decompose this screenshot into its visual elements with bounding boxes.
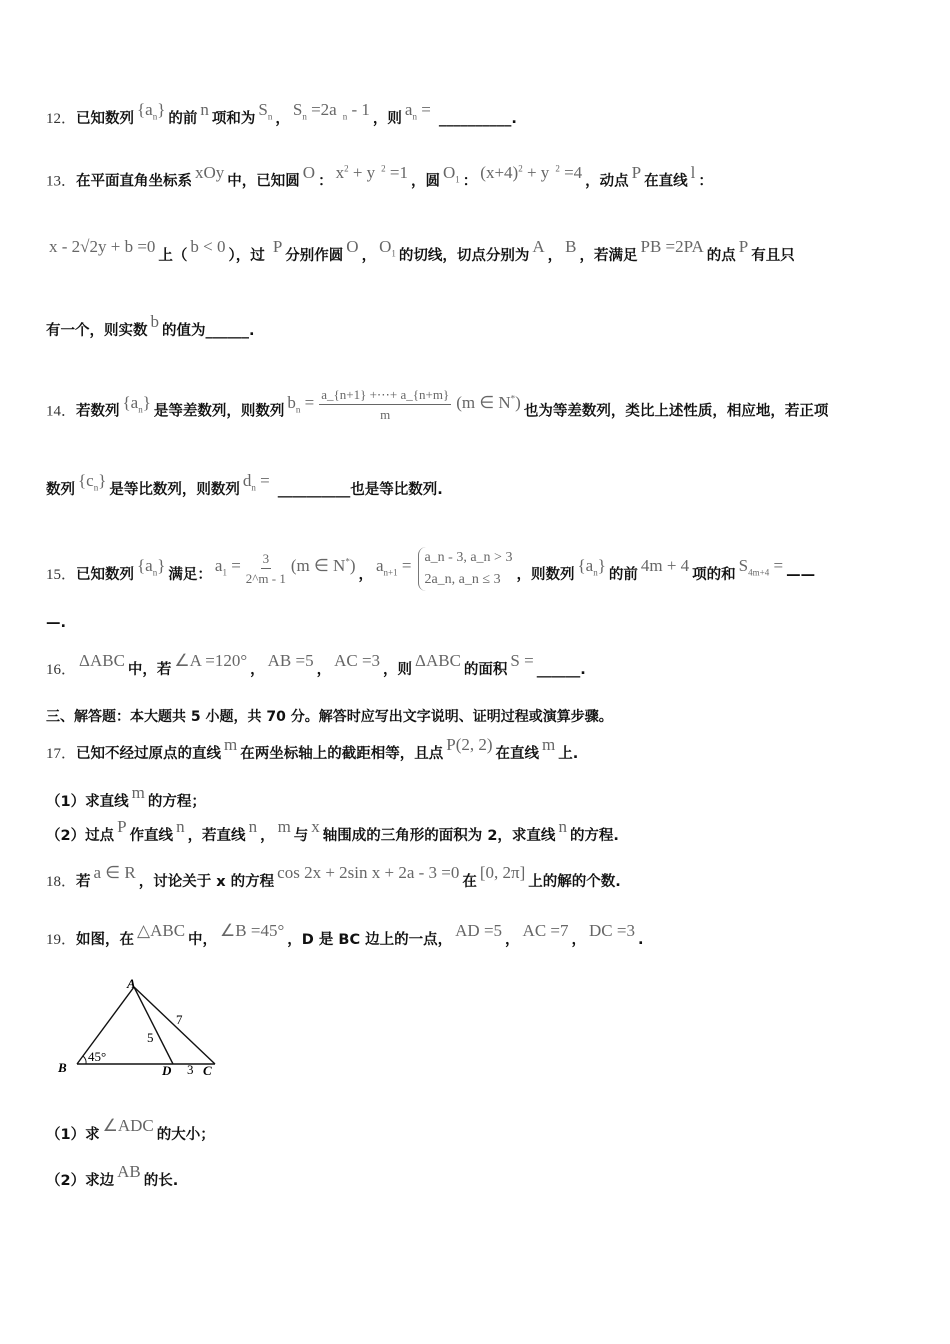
math-text: A bbox=[532, 237, 545, 256]
text: 有一个，则实数 bbox=[46, 323, 148, 339]
math-expression bbox=[510, 651, 533, 670]
math-text: } bbox=[157, 556, 166, 575]
math-text: (x+4) bbox=[480, 162, 519, 182]
text: ， bbox=[571, 932, 586, 948]
math-text: n bbox=[176, 817, 185, 836]
math-text: [0, 2π] bbox=[479, 863, 526, 882]
text: ， bbox=[547, 248, 563, 264]
math-subscript: n bbox=[342, 111, 348, 122]
math-text: b bbox=[150, 312, 159, 331]
question-18 bbox=[46, 863, 621, 892]
math-expression bbox=[577, 556, 606, 578]
math-expression bbox=[641, 556, 689, 575]
text: ，则 bbox=[372, 111, 402, 127]
text: （2）过点 bbox=[46, 828, 115, 844]
text: （1）求 bbox=[46, 1127, 100, 1143]
math-text: } bbox=[142, 392, 151, 412]
question-number: 15． bbox=[46, 567, 77, 583]
text: 的前 bbox=[608, 567, 638, 583]
math-subscript: 4m+4 bbox=[748, 567, 770, 578]
math-expression bbox=[640, 237, 703, 256]
math-expression bbox=[117, 817, 126, 836]
math-expression bbox=[79, 651, 125, 670]
math-text: {a bbox=[577, 556, 594, 575]
text: 在直线 bbox=[644, 173, 688, 190]
label-angle-b: 45° bbox=[88, 1049, 107, 1064]
math-expression bbox=[739, 237, 748, 256]
math-text: {a bbox=[122, 392, 139, 412]
math-text: n bbox=[248, 817, 258, 836]
question-15-cont bbox=[46, 613, 66, 633]
math-text: =1 bbox=[385, 162, 409, 182]
text: __________也是等比数列. bbox=[272, 482, 443, 498]
math-text: - 1 bbox=[347, 100, 370, 119]
math-expression bbox=[404, 100, 431, 122]
math-subscript: n bbox=[302, 111, 307, 122]
math-text: PB =2PA bbox=[640, 237, 704, 256]
text: . bbox=[637, 932, 644, 948]
question-number: 12． bbox=[46, 111, 77, 127]
math-subscript: n bbox=[593, 567, 598, 578]
math-text: S bbox=[292, 100, 303, 119]
text: ），过 bbox=[228, 248, 270, 264]
math-expression bbox=[123, 393, 151, 412]
text: 有且只 bbox=[751, 248, 795, 264]
question-19-part-1 bbox=[46, 1116, 215, 1145]
math-text: =4 bbox=[559, 162, 583, 182]
math-expression bbox=[224, 735, 237, 754]
math-expression bbox=[200, 100, 209, 119]
math-text: O bbox=[302, 162, 316, 182]
text: —— bbox=[786, 567, 816, 583]
text: 的前 bbox=[168, 111, 198, 127]
math-subscript: 1 bbox=[455, 174, 460, 185]
math-text: {a bbox=[137, 100, 153, 119]
text: 的方程； bbox=[147, 794, 206, 810]
math-text: AB =5 bbox=[267, 651, 314, 670]
text: ， bbox=[260, 828, 275, 844]
math-expression bbox=[480, 163, 549, 182]
text: ： bbox=[698, 173, 713, 190]
question-number: 19． bbox=[46, 932, 77, 948]
text: 若 bbox=[76, 874, 91, 890]
math-expression bbox=[49, 237, 155, 256]
math-superscript: 2 bbox=[344, 163, 349, 173]
text: 中， bbox=[188, 932, 218, 948]
math-expression bbox=[632, 163, 641, 182]
text: 中，若 bbox=[127, 662, 172, 678]
math-expression bbox=[291, 556, 356, 575]
math-text: = bbox=[255, 471, 270, 490]
triangle-figure bbox=[50, 976, 230, 1086]
math-expression bbox=[258, 100, 273, 122]
math-text: O bbox=[443, 162, 456, 182]
math-expression bbox=[273, 237, 282, 256]
math-text: } bbox=[597, 556, 606, 575]
math-expression bbox=[311, 817, 320, 836]
math-text: ∠ADC bbox=[102, 1116, 154, 1135]
math-subscript: 1 bbox=[391, 248, 396, 259]
text: 在直线 bbox=[495, 746, 540, 762]
math-superscript: 2 bbox=[555, 163, 560, 173]
question-17-part-2 bbox=[46, 817, 619, 846]
label-c: C bbox=[203, 1063, 212, 1078]
section-3-heading bbox=[46, 707, 613, 727]
math-superscript: 2 bbox=[381, 163, 386, 173]
math-text: b < 0 bbox=[190, 237, 226, 256]
text: 如图，在 bbox=[76, 932, 135, 948]
text: 在两坐标轴上的截距相等，且点 bbox=[240, 746, 444, 762]
math-text: m bbox=[542, 735, 556, 754]
math-expression bbox=[137, 556, 166, 578]
math-expression bbox=[137, 100, 166, 122]
text: 已知数列 bbox=[76, 111, 135, 127]
math-subscript: n bbox=[412, 111, 417, 122]
question-number: 13． bbox=[46, 173, 77, 190]
text: ，若直线 bbox=[187, 828, 246, 844]
math-expression bbox=[738, 556, 784, 578]
question-13 bbox=[46, 162, 713, 197]
math-expression bbox=[195, 163, 224, 182]
math-superscript: 2 bbox=[518, 163, 523, 173]
math-text: a ∈ R bbox=[93, 863, 136, 882]
math-expression bbox=[214, 556, 241, 578]
math-expression bbox=[174, 651, 247, 670]
text: ______. bbox=[536, 662, 586, 678]
denominator: m bbox=[380, 407, 391, 422]
math-expression bbox=[523, 921, 569, 940]
math-expression bbox=[443, 162, 460, 185]
text: 的方程. bbox=[569, 828, 619, 844]
math-subscript: 1 bbox=[222, 567, 227, 578]
side-ac bbox=[134, 987, 215, 1064]
label-dc: 3 bbox=[187, 1062, 194, 1077]
math-expression bbox=[190, 237, 225, 256]
text: ， bbox=[361, 248, 377, 264]
math-text: = bbox=[300, 392, 315, 412]
math-text: b bbox=[287, 392, 296, 412]
math-text: (m ∈ N bbox=[290, 556, 346, 575]
math-text: } bbox=[98, 471, 107, 490]
text: __________. bbox=[433, 111, 517, 127]
fraction bbox=[246, 550, 286, 589]
question-14-cont bbox=[46, 471, 443, 505]
math-expression bbox=[94, 863, 136, 882]
math-text: AB bbox=[117, 1162, 141, 1181]
text: 的值为______. bbox=[162, 323, 255, 339]
math-subscript: n bbox=[152, 111, 158, 122]
piecewise-cases bbox=[418, 547, 512, 591]
question-number: 18． bbox=[46, 874, 77, 890]
text: 的切线，切点分别为 bbox=[398, 248, 530, 264]
math-text: ) bbox=[349, 556, 356, 575]
question-number: 14． bbox=[46, 403, 77, 420]
text: 三、解答题：本大题共 5 小题，共 70 分。解答时应写出文字说明、证明过程或演算步骤。 bbox=[46, 709, 613, 725]
math-text: ΔABC bbox=[79, 651, 125, 670]
question-number: 17． bbox=[46, 746, 77, 762]
text: ： bbox=[318, 173, 333, 190]
math-expression bbox=[379, 237, 396, 259]
math-expression bbox=[249, 817, 258, 836]
angle-arc bbox=[83, 1056, 86, 1064]
math-text: x - 2√2y + b =0 bbox=[49, 237, 156, 256]
label-b: B bbox=[58, 1060, 67, 1075]
math-expression bbox=[137, 921, 185, 940]
text: ，讨论关于 x 的方程 bbox=[138, 874, 275, 890]
denominator: 2^m - 1 bbox=[245, 570, 286, 586]
question-13-cont bbox=[46, 237, 795, 271]
numerator: 3 bbox=[261, 550, 272, 569]
math-expression bbox=[691, 163, 696, 182]
math-superscript: * bbox=[510, 392, 516, 403]
math-text: ∠B =45° bbox=[220, 921, 285, 940]
math-text: S bbox=[738, 556, 749, 575]
text: ， bbox=[275, 111, 290, 127]
numerator: a_{n+1} +⋯+ a_{n+m} bbox=[319, 386, 451, 405]
math-text: O bbox=[379, 237, 392, 256]
math-expression bbox=[415, 651, 461, 670]
math-text: xOy bbox=[195, 162, 225, 182]
math-expression bbox=[342, 100, 370, 122]
label-ad: 5 bbox=[147, 1030, 154, 1045]
math-text: P(2, 2) bbox=[446, 735, 493, 754]
math-text: a bbox=[214, 556, 223, 575]
math-expression bbox=[532, 237, 544, 256]
math-subscript: n bbox=[93, 482, 99, 493]
math-expression bbox=[132, 783, 145, 802]
math-subscript: n bbox=[152, 567, 158, 578]
math-text: O bbox=[346, 237, 359, 256]
math-text: = bbox=[769, 556, 784, 575]
math-text: + y bbox=[348, 162, 376, 182]
math-expression bbox=[446, 735, 492, 754]
question-19 bbox=[46, 921, 644, 950]
math-expression bbox=[565, 237, 576, 256]
text: ，则 bbox=[383, 662, 413, 678]
math-text: l bbox=[690, 162, 696, 182]
text: 是等比数列，则数列 bbox=[109, 482, 240, 498]
math-text: △ABC bbox=[137, 921, 186, 940]
math-text: x bbox=[311, 817, 320, 836]
math-expression bbox=[589, 921, 635, 940]
question-17-part-1 bbox=[46, 783, 206, 812]
question-16 bbox=[46, 651, 586, 680]
math-subscript: n+1 bbox=[383, 567, 398, 578]
math-expression bbox=[151, 312, 160, 331]
text: 项和为 bbox=[211, 111, 256, 127]
math-text: (m ∈ N bbox=[456, 392, 511, 412]
math-expression bbox=[480, 863, 525, 882]
math-expression bbox=[103, 1116, 154, 1135]
math-text: ΔABC bbox=[415, 651, 461, 670]
math-text: P bbox=[738, 237, 749, 256]
math-superscript: * bbox=[345, 556, 350, 567]
text: 上. bbox=[558, 746, 579, 762]
math-expression bbox=[242, 471, 270, 493]
math-text: =2a bbox=[306, 100, 337, 119]
math-text: n bbox=[558, 817, 567, 836]
text: ： bbox=[462, 173, 478, 190]
math-expression bbox=[117, 1162, 141, 1181]
math-expression bbox=[303, 163, 315, 182]
text: 上（ bbox=[158, 248, 188, 264]
math-text: } bbox=[157, 100, 166, 119]
math-expression bbox=[346, 237, 358, 256]
text: 的点 bbox=[706, 248, 736, 264]
label-d: D bbox=[162, 1063, 172, 1078]
text: 的大小； bbox=[156, 1127, 215, 1143]
text: 轴围成的三角形的面积为 2，求直线 bbox=[322, 828, 556, 844]
text: 若数列 bbox=[76, 403, 120, 420]
text: 与 bbox=[293, 828, 309, 844]
text: ，D 是 BC 边上的一点， bbox=[287, 932, 453, 948]
text: 已知不经过原点的直线 bbox=[76, 746, 222, 762]
math-text: AC =7 bbox=[522, 921, 569, 940]
question-number: 16． bbox=[46, 662, 77, 678]
question-12 bbox=[46, 100, 517, 134]
math-expression bbox=[542, 735, 555, 754]
math-text: {c bbox=[78, 471, 94, 490]
text: 项的和 bbox=[692, 567, 736, 583]
text: 满足： bbox=[168, 567, 212, 583]
text: （1）求直线 bbox=[46, 794, 129, 810]
text: 是等差数列，则数列 bbox=[153, 403, 285, 420]
text: ，若满足 bbox=[579, 248, 638, 264]
math-text: n bbox=[200, 100, 209, 119]
math-expression bbox=[278, 817, 291, 836]
math-text: P bbox=[631, 162, 642, 182]
math-text: S bbox=[258, 100, 268, 119]
math-subscript: n bbox=[295, 403, 301, 414]
math-text: = bbox=[397, 556, 412, 575]
math-text: AD =5 bbox=[455, 921, 503, 940]
math-expression bbox=[277, 863, 459, 882]
text: ， bbox=[358, 567, 373, 583]
text: —. bbox=[46, 615, 67, 631]
text: 作直线 bbox=[129, 828, 174, 844]
math-text: m bbox=[277, 817, 291, 836]
label-a: A bbox=[127, 976, 136, 991]
question-13-cont2 bbox=[46, 312, 255, 341]
segment-ad bbox=[134, 987, 173, 1064]
math-text: 4m + 4 bbox=[640, 556, 690, 575]
text: 已知数列 bbox=[76, 567, 135, 583]
math-expression bbox=[558, 817, 567, 836]
math-subscript: n bbox=[267, 111, 273, 122]
case-row: 2a_n, a_n ≤ 3 bbox=[424, 572, 501, 587]
math-text: m bbox=[131, 783, 145, 802]
text: 数列 bbox=[46, 482, 75, 498]
math-text: P bbox=[272, 237, 283, 256]
text: 的面积 bbox=[463, 662, 508, 678]
math-expression bbox=[334, 651, 380, 670]
math-text: P bbox=[117, 817, 127, 836]
math-expression bbox=[381, 163, 408, 182]
text: ， bbox=[505, 932, 520, 948]
question-15 bbox=[46, 550, 816, 597]
question-19-part-2 bbox=[46, 1162, 179, 1191]
math-expression bbox=[456, 393, 521, 412]
math-subscript: n bbox=[251, 482, 256, 493]
text: 中，已知圆 bbox=[227, 173, 300, 190]
text: ， bbox=[250, 662, 265, 678]
label-ac: 7 bbox=[176, 1012, 183, 1027]
text: ，动点 bbox=[585, 173, 629, 190]
math-expression bbox=[336, 163, 376, 182]
math-text: a bbox=[404, 100, 413, 119]
math-expression bbox=[287, 393, 314, 412]
math-expression bbox=[455, 921, 502, 940]
math-expression bbox=[376, 556, 412, 578]
text: （2）求边 bbox=[46, 1173, 115, 1189]
math-text: = bbox=[416, 100, 431, 119]
math-expression bbox=[268, 651, 314, 670]
math-text: S = bbox=[510, 651, 534, 670]
math-text: = bbox=[226, 556, 241, 575]
math-expression bbox=[292, 100, 337, 122]
math-text: cos 2x + 2sin x + 2a - 3 =0 bbox=[277, 863, 460, 882]
math-subscript: n bbox=[138, 403, 143, 414]
math-expression bbox=[220, 921, 284, 940]
math-text: x bbox=[335, 162, 345, 182]
text: ，则数列 bbox=[516, 567, 575, 583]
math-text: m bbox=[224, 735, 238, 754]
math-text: B bbox=[565, 237, 577, 256]
text: 分别作圆 bbox=[285, 248, 344, 264]
text: 也为等差数列，类比上述性质，相应地，若正项 bbox=[523, 403, 829, 420]
math-text: DC =3 bbox=[589, 921, 635, 940]
math-text: ) bbox=[515, 392, 521, 412]
text: ， bbox=[316, 662, 332, 678]
fraction bbox=[319, 386, 451, 425]
math-text: + y bbox=[522, 162, 550, 182]
math-text: AC =3 bbox=[334, 651, 381, 670]
text: ，圆 bbox=[411, 173, 441, 190]
question-17 bbox=[46, 735, 579, 764]
question-14 bbox=[46, 387, 829, 431]
math-text: d bbox=[242, 471, 252, 490]
math-text: a bbox=[376, 556, 384, 575]
text: 上的解的个数. bbox=[528, 874, 621, 890]
text: 在 bbox=[462, 874, 477, 890]
math-expression bbox=[78, 471, 107, 493]
math-expression bbox=[555, 163, 582, 182]
text: 在平面直角坐标系 bbox=[76, 173, 193, 190]
text: 的长. bbox=[143, 1173, 179, 1189]
math-text: {a bbox=[137, 556, 153, 575]
case-row: a_n - 3, a_n > 3 bbox=[424, 550, 513, 565]
math-text: ∠A =120° bbox=[174, 651, 248, 670]
math-expression bbox=[176, 817, 185, 836]
